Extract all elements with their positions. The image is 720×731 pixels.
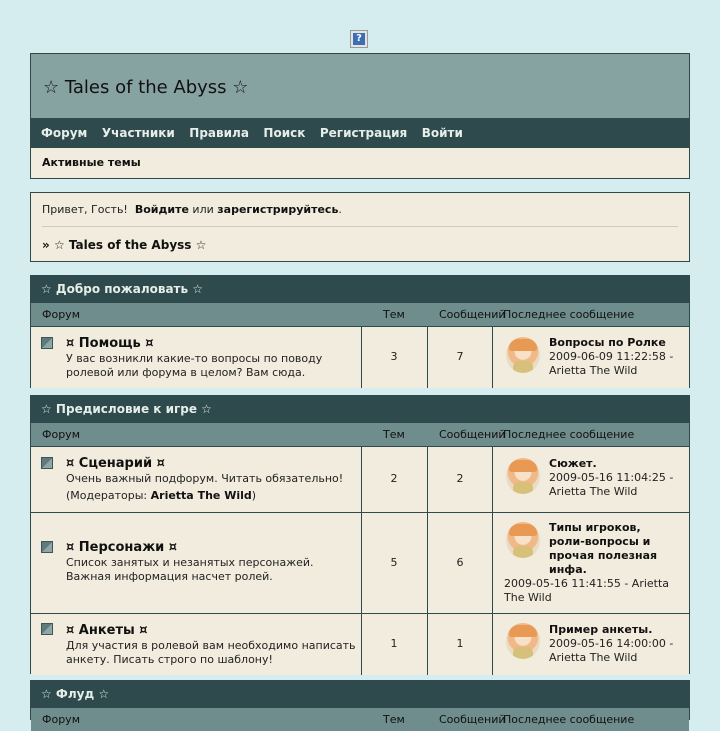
moderators bbox=[66, 489, 256, 502]
category-flood bbox=[30, 680, 690, 726]
last-post-link[interactable]: Пример анкеты. bbox=[549, 623, 653, 636]
topics-count: 3 bbox=[390, 350, 398, 363]
avatar bbox=[506, 337, 540, 373]
forum-row[interactable] bbox=[31, 613, 689, 675]
avatar bbox=[506, 458, 540, 494]
nav-register[interactable]: Регистрация bbox=[319, 126, 408, 140]
topics-count: 1 bbox=[390, 637, 398, 650]
column-divider bbox=[492, 327, 493, 388]
last-post-link[interactable]: Сюжет. bbox=[549, 457, 597, 470]
breadcrumb bbox=[42, 238, 206, 252]
divider bbox=[42, 226, 678, 227]
col-last: Последнее сообщение bbox=[503, 713, 635, 726]
forum-link[interactable]: ¤ Помощь ¤ bbox=[66, 336, 154, 351]
category-title[interactable]: ☆ Флуд ☆ bbox=[31, 681, 689, 708]
forum-description: Для участия в ролевой вам необходимо написать анкету. Писать строго по шаблону! bbox=[66, 639, 356, 666]
column-divider bbox=[492, 614, 493, 675]
column-divider bbox=[492, 447, 493, 512]
col-posts: Сообщений bbox=[439, 308, 506, 321]
forum-row[interactable] bbox=[31, 326, 689, 388]
column-divider bbox=[361, 447, 362, 512]
register-link[interactable]: зарегистрируйтесь bbox=[217, 203, 339, 216]
forum-row[interactable] bbox=[31, 446, 689, 512]
forum-header bbox=[30, 53, 690, 179]
col-posts: Сообщений bbox=[439, 713, 506, 726]
login-link[interactable]: Войдите bbox=[134, 203, 189, 216]
or-text: или bbox=[192, 203, 214, 216]
column-divider bbox=[361, 614, 362, 675]
forum-row[interactable] bbox=[31, 512, 689, 613]
help-icon[interactable] bbox=[350, 30, 368, 48]
posts-count: 1 bbox=[456, 637, 464, 650]
greeting-line bbox=[42, 203, 342, 216]
col-forum: Форум bbox=[42, 713, 80, 726]
title-banner bbox=[31, 54, 689, 118]
last-post-link[interactable]: Типы игроков, роли-вопросы и прочая полезная инфа. bbox=[549, 521, 658, 576]
forum-title: ☆ Tales of the Abyss ☆ bbox=[43, 77, 249, 98]
last-post-author[interactable]: Arietta The Wild bbox=[549, 651, 638, 664]
forum-link[interactable]: ¤ Сценарий ¤ bbox=[66, 456, 165, 471]
avatar bbox=[506, 522, 540, 558]
posts-count: 6 bbox=[456, 556, 464, 569]
col-topics: Тем bbox=[383, 308, 405, 321]
col-topics: Тем bbox=[383, 713, 405, 726]
forum-link[interactable]: ¤ Персонажи ¤ bbox=[66, 540, 178, 555]
column-divider bbox=[427, 513, 428, 613]
nav-rules[interactable]: Правила bbox=[189, 126, 249, 140]
main-nav bbox=[31, 118, 689, 148]
category-preface bbox=[30, 395, 690, 674]
last-post-author[interactable]: Arietta The Wild bbox=[549, 364, 638, 377]
last-post-author[interactable]: Arietta The Wild bbox=[549, 485, 638, 498]
sub-nav bbox=[31, 148, 689, 178]
nav-forum[interactable]: Форум bbox=[41, 126, 88, 140]
column-divider bbox=[492, 513, 493, 613]
moderators-end: ) bbox=[251, 489, 257, 502]
welcome-panel bbox=[30, 192, 690, 262]
period-text: . bbox=[338, 203, 342, 216]
greeting-text: Привет, Гость! bbox=[42, 203, 128, 216]
breadcrumb-separator: » bbox=[42, 238, 50, 252]
moderator-link[interactable]: Arietta The Wild bbox=[150, 489, 252, 502]
column-divider bbox=[427, 327, 428, 388]
category-welcome bbox=[30, 275, 690, 388]
last-post-date: 2009-05-16 14:00:00 - bbox=[549, 637, 674, 650]
category-title[interactable]: ☆ Предисловие к игре ☆ bbox=[31, 396, 689, 423]
column-headers bbox=[31, 423, 689, 446]
nav-members[interactable]: Участники bbox=[101, 126, 175, 140]
avatar bbox=[506, 623, 540, 659]
moderators-label: (Модераторы: bbox=[66, 489, 148, 502]
last-post-meta: 2009-05-16 11:41:55 - Arietta The Wild bbox=[504, 577, 670, 604]
nav-login[interactable]: Войти bbox=[421, 126, 463, 140]
col-topics: Тем bbox=[383, 428, 405, 441]
last-post-link[interactable]: Вопросы по Ролке bbox=[549, 336, 666, 349]
forum-description: Список занятых и незанятых персонажей. Важная информация насчет ролей. bbox=[66, 556, 314, 583]
forum-description: Очень важный подфорум. Читать обязательно! bbox=[66, 472, 344, 485]
col-last: Последнее сообщение bbox=[503, 308, 635, 321]
forum-status-icon bbox=[41, 337, 53, 349]
forum-status-icon bbox=[41, 541, 53, 553]
topics-count: 5 bbox=[390, 556, 398, 569]
column-divider bbox=[427, 614, 428, 675]
topics-count: 2 bbox=[390, 472, 398, 485]
last-post-date: 2009-05-16 11:04:25 - bbox=[549, 471, 674, 484]
posts-count: 2 bbox=[456, 472, 464, 485]
forum-status-icon bbox=[41, 623, 53, 635]
column-divider bbox=[427, 447, 428, 512]
col-last: Последнее сообщение bbox=[503, 428, 635, 441]
column-headers bbox=[31, 303, 689, 326]
nav-search[interactable]: Поиск bbox=[263, 126, 306, 140]
category-title[interactable]: ☆ Добро пожаловать ☆ bbox=[31, 276, 689, 303]
forum-description: У вас возникли какие-то вопросы по поводу ролевой или форума в целом? Вам сюда. bbox=[66, 352, 323, 379]
col-forum: Форум bbox=[42, 308, 80, 321]
column-divider bbox=[361, 513, 362, 613]
column-divider bbox=[361, 327, 362, 388]
col-posts: Сообщений bbox=[439, 428, 506, 441]
last-post-date: 2009-06-09 11:22:58 - bbox=[549, 350, 674, 363]
active-topics-link[interactable]: Активные темы bbox=[42, 156, 141, 169]
help-glyph: ? bbox=[353, 33, 365, 45]
breadcrumb-forum-link[interactable]: ☆ Tales of the Abyss ☆ bbox=[53, 238, 207, 252]
forum-link[interactable]: ¤ Анкеты ¤ bbox=[66, 623, 148, 638]
posts-count: 7 bbox=[456, 350, 464, 363]
col-forum: Форум bbox=[42, 428, 80, 441]
forum-status-icon bbox=[41, 457, 53, 469]
